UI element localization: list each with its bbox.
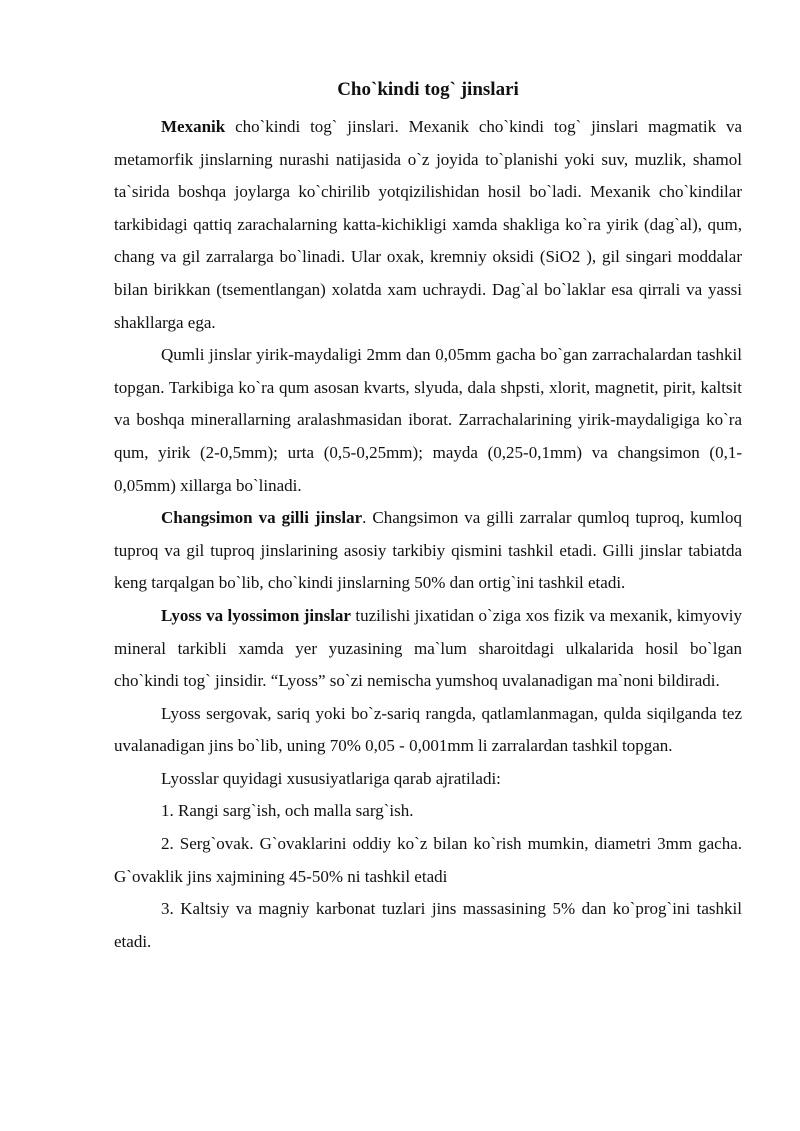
paragraph-text: Qumli jinslar yirik-maydaligi 2mm dan 0,05mm gacha bo`gan zarrachalardan tashkil topgan. Tarkibiga ko`ra qum asosan kvarts, slyuda, dala shpsti, xlorit, magnetit, pirit, kaltsit va boshqa minerallarning aralashmasidan iborat. Zarrachalarining yirik-maydaligiga ko`ra qum, yirik (2-0,5mm); urta (0,5-0,25mm); mayda (0,25-0,1mm) va changsimon (0,1-0,05mm) xillarga bo`linadi. <box>114 345 742 495</box>
paragraph-text: Lyosslar quyidagi xususiyatlariga qarab ajratiladi: <box>161 768 501 788</box>
paragraph-text: 3. Kaltsiy va magniy karbonat tuzlari jins massasining 5% dan ko`prog`ini tashkil etadi. <box>114 899 742 951</box>
paragraph-lead: Lyoss va lyossimon jinslar <box>161 605 351 625</box>
document-page <box>114 78 742 958</box>
paragraph-text: 2. Serg`ovak. G`ovaklarini oddiy ko`z bilan ko`rish mumkin, diametri 3mm gacha. G`ovaklik jins xajmining 45-50% ni tashkil etadi <box>114 834 742 886</box>
paragraph-text: cho`kindi tog` jinslari. Mexanik cho`kindi tog` jinslari magmatik va metamorfik jinslarning nurashi natijasida o`z joyida to`planishi yoki suv, muzlik, shamol ta`sirida boshqa joylarga ko`chirilib yotqizilishidan hosil bo`ladi. Mexanik cho`kindilar tarkibidagi qattiq zarachalarning katta-kichikligi xamda shakliga ko`ra yirik (dag`al), qum, chang va gil zarralarga bo`linadi. Ular oxak, kremniy oksidi (SiO2 ), gil singari moddalar bilan birikkan (tsementlangan) xolatda xam uchraydi. Dag`al bo`laklar esa qirrali va yassi shakllarga ega. <box>114 117 742 332</box>
list-item-2 <box>114 828 742 893</box>
paragraph-qumli <box>114 339 742 502</box>
page-title: Cho`kindi tog` jinslari <box>337 79 519 100</box>
paragraph-changsimon <box>114 502 742 600</box>
paragraph-lyoss-sergovak <box>114 698 742 763</box>
list-item-1 <box>114 795 742 828</box>
paragraph-mexanik <box>114 111 742 339</box>
paragraph-lead: Changsimon va gilli jinslar <box>161 508 363 528</box>
paragraph-text: . Changsimon va gilli zarralar qumloq tuproq, kumloq tuproq va gil tuproq jinslarining asosiy tarkibiy qismini tashkil etadi. Gilli jinslar tabiatda keng tarqalgan bo`lib, cho`kindi jinslarning 50% dan ortig`ini tashkil etadi. <box>114 508 742 593</box>
paragraph-text: tuzilishi jixatidan o`ziga xos fizik va mexanik, kimyoviy mineral tarkibli xamda yer yuzasining ma`lum sharoitdagi ulkalarida hosil bo`lgan cho`kindi tog` jinsidir. “Lyoss” so`zi nemischa yumshoq uvalanadigan ma`noni bildiradi. <box>114 605 742 691</box>
paragraph-lyosslar-intro <box>114 763 742 796</box>
paragraph-lyoss <box>114 600 742 698</box>
list-item-3 <box>114 893 742 958</box>
paragraph-text: Lyoss sergovak, sariq yoki bo`z-sariq rangda, qatlamlanmagan, qulda siqilganda tez uvalanadigan jins bo`lib, uning 70% 0,05 - 0,001mm li zarralardan tashkil topgan. <box>114 703 742 756</box>
paragraph-text: 1. Rangi sarg`ish, och malla sarg`ish. <box>161 801 414 821</box>
paragraph-lead: Mexanik <box>161 117 226 136</box>
